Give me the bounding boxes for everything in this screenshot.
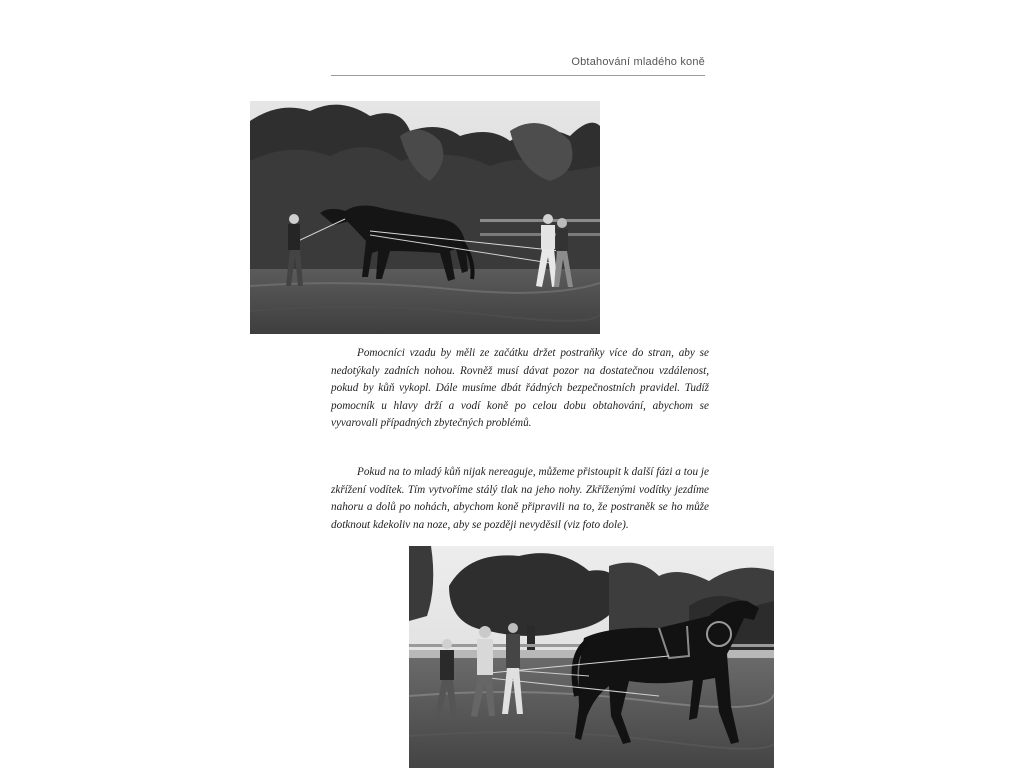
paragraph-1: Pomocníci vzadu by měli ze začátku držet postraňky více do stran, aby se nedotýkaly zadních nohou. Rovněž musí dávat pozor na dostatečnou vzdálenost, pokud by kůň vykopl. Dále musíme dbát řádných bezpečnostních pravidel. Tudíž pomocník u hlavy drží a vodí koně po celou dobu obtahování, abychom se vyvarovali případných zbytečných problémů.	[331, 347, 709, 430]
header-divider	[331, 75, 705, 76]
photo-horse-training-2	[409, 546, 774, 768]
photo-1-image	[250, 101, 600, 334]
running-header: Obtahování mladého koně	[571, 56, 705, 68]
photo-horse-training-1	[250, 101, 600, 334]
paragraph-2: Pokud na to mladý kůň nijak nereaguje, můžeme přistoupit k další fázi a tou je zkřížení vodítek. Tím vytvoříme stálý tlak na jeho nohy. Zkříženými vodítky jezdíme nahoru a dolů po nohách, abychom koně připravili na to, že postraněk se ho může dotknout kdekoliv na noze, aby se později nevyděsil (viz foto dole).	[331, 466, 709, 531]
photo-2-image	[409, 546, 774, 768]
